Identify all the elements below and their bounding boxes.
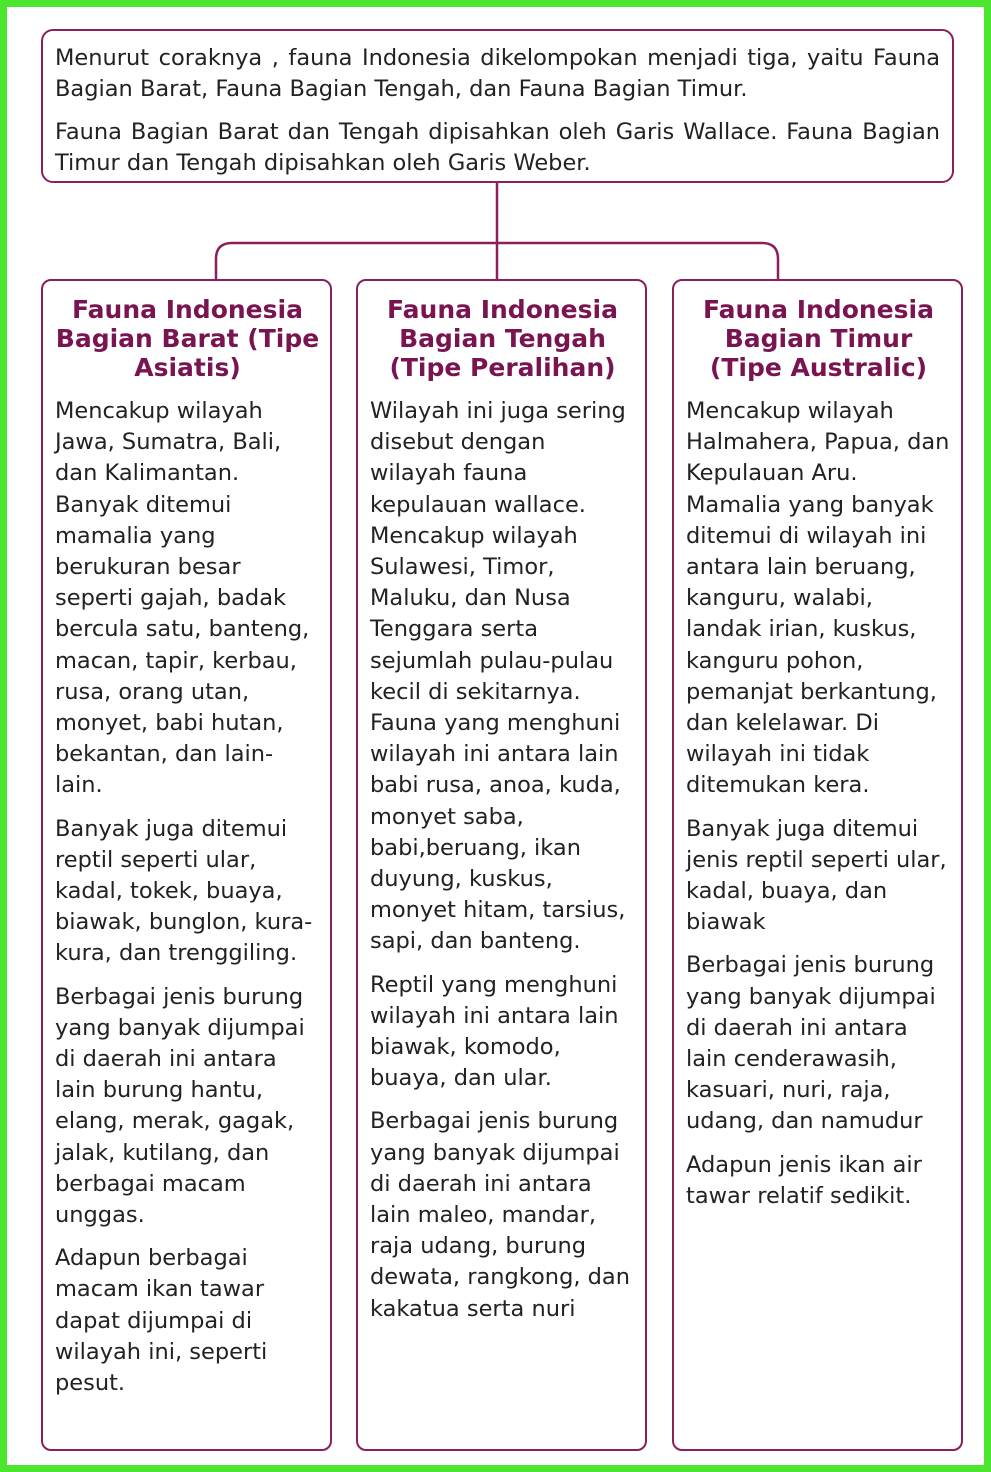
column-paragraph: Mencakup wilayah Jawa, Sumatra, Bali, dan Kalimantan. Banyak ditemui mamalia yang berukuran besar seperti gajah, badak bercula satu, banteng, macan, tapir, kerbau, rusa, orang utan, monyet, babi hutan, bekantan, dan lain-lain. xyxy=(55,398,310,799)
column-title: Fauna Indonesia Bagian Barat (Tipe Asiatis) xyxy=(55,295,320,382)
column-paragraph: Berbagai jenis burung yang banyak dijumpai di daerah ini antara lain burung hantu, elang, merak, gagak, jalak, kutilang, dan berbagai macam unggas. xyxy=(55,983,305,1229)
intro-paragraph: Menurut coraknya , fauna Indonesia dikelompokan menjadi tiga, yaitu Fauna Bagian Barat, Fauna Bagian Tengah, dan Fauna Bagian Timur. xyxy=(55,45,940,102)
intro-paragraph: Fauna Bagian Barat dan Tengah dipisahkan oleh Garis Wallace. Fauna Bagian Timur dan Tengah dipisahkan oleh Garis Weber. xyxy=(55,119,940,176)
column-title: Fauna Indonesia Bagian Tengah (Tipe Peralihan) xyxy=(387,295,618,382)
column-paragraph: Berbagai jenis burung yang banyak dijumpai di daerah ini antara lain cenderawasih, kasuari, nuri, raja, udang, dan namudur xyxy=(686,952,936,1135)
intro-box xyxy=(41,29,954,183)
branch-line xyxy=(216,243,778,279)
column-paragraph: Banyak juga ditemui reptil seperti ular, kadal, tokek, buaya, biawak, bunglon, kura-kura, dan trenggiling. xyxy=(55,815,313,967)
column-paragraph: Adapun jenis ikan air tawar relatif sedikit. xyxy=(686,1151,922,1209)
column-paragraph: Mencakup wilayah Halmahera, Papua, dan Kepulauan Aru. Mamalia yang banyak ditemui di wilayah ini antara lain beruang, kanguru, walabi, landak irian, kuskus, kanguru pohon, pemanjat berkantung, dan kelelawar. Di wilayah ini tidak ditemukan kera. xyxy=(686,398,950,799)
column-paragraph: Berbagai jenis burung yang banyak dijumpai di daerah ini antara lain maleo, mandar, raja udang, burung dewata, rangkong, dan kakatua serta nuri xyxy=(370,1108,630,1322)
column-paragraph: Adapun berbagai macam ikan tawar dapat dijumpai di wilayah ini, seperti pesut. xyxy=(55,1245,268,1397)
column-paragraph: Banyak juga ditemui jenis reptil seperti ular, kadal, buaya, dan biawak xyxy=(686,815,947,936)
column-paragraph: Wilayah ini juga sering disebut dengan wilayah fauna kepulauan wallace. Mencakup wilayah Sulawesi, Timor, Maluku, dan Nusa Tenggara serta sejumlah pulau-pulau kecil di sekitarnya. Fauna yang menghuni wilayah ini antara lain babi rusa, anoa, kuda, monyet saba, babi,beruang, ikan duyung, kuskus, monyet hitam, tarsius, sapi, dan banteng. xyxy=(370,398,626,955)
column-tengah xyxy=(356,279,647,1451)
column-title: Fauna Indonesia Bagian Timur (Tipe Australic) xyxy=(703,295,934,382)
column-barat xyxy=(41,279,332,1451)
column-paragraph: Reptil yang menghuni wilayah ini antara lain biawak, komodo, buaya, dan ular. xyxy=(370,971,619,1092)
column-timur xyxy=(672,279,963,1451)
